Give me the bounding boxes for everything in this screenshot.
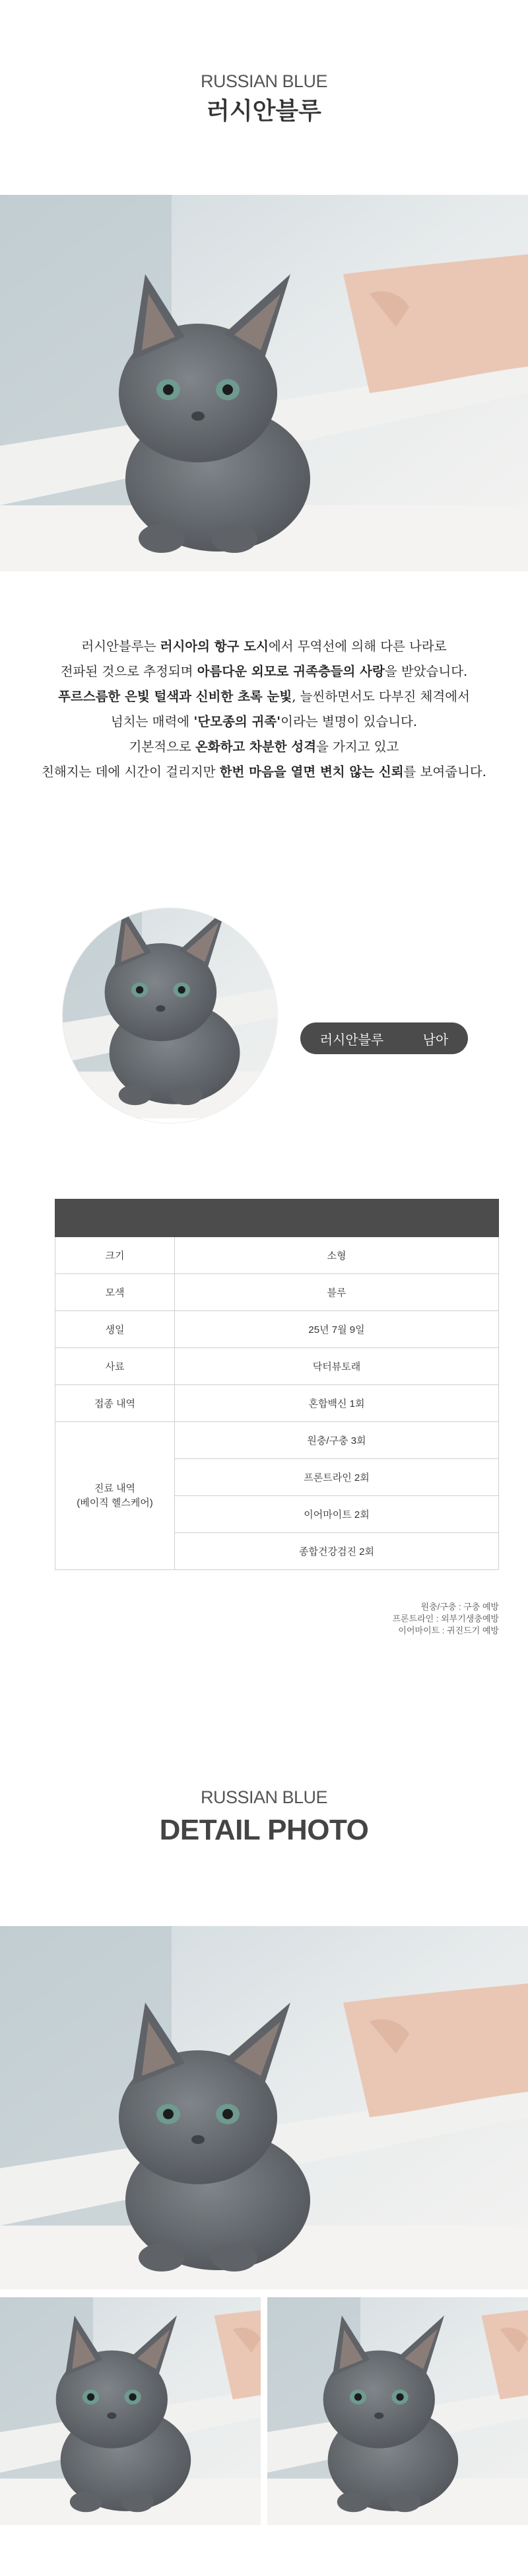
row-value: 혼합백신 1회 — [175, 1385, 499, 1422]
footnote: 이어마이트 : 귀진드기 예방 — [398, 1626, 499, 1635]
profile-badge — [300, 1022, 468, 1054]
profile-photo — [63, 908, 277, 1123]
row-value: 소형 — [175, 1237, 499, 1274]
gender-label: 남아 — [422, 1032, 449, 1048]
row-label: 생일 — [55, 1311, 175, 1348]
kitten-photo-hero — [0, 195, 528, 571]
row-value: 닥터뷰토래 — [175, 1348, 499, 1385]
table-row — [55, 1348, 499, 1385]
description-line: 친해지는 데에 시간이 걸리지만 한번 마음을 열면 변치 않는 신뢰를 보여줍니다. — [42, 764, 486, 779]
table-row — [55, 1385, 499, 1422]
breed-label: 러시안블루 — [319, 1032, 384, 1048]
kitten-photo-icon — [267, 2297, 528, 2576]
table-footnotes — [235, 1601, 499, 1637]
description-line: 전파된 것으로 추정되며 아름다운 외모로 귀족층들의 사랑을 받았습니다. — [60, 664, 468, 679]
section-eyebrow: RUSSIAN BLUE — [200, 1787, 328, 1807]
description-line: 러시안블루는 러시아의 항구 도시에서 무역선에 의해 다른 나라로 — [81, 639, 447, 654]
kitten-photo-icon — [0, 1926, 528, 2289]
row-value: 프론트라인 2회 — [175, 1459, 499, 1496]
kitten-photo-icon — [63, 908, 277, 1123]
row-value: 블루 — [175, 1274, 499, 1311]
row-value: 원충/구충 3회 — [175, 1422, 499, 1459]
breed-description — [0, 634, 528, 785]
section-title: DETAIL PHOTO — [159, 1814, 369, 1846]
section-eyebrow: RUSSIAN BLUE — [200, 71, 328, 91]
row-value: 25년 7월 9일 — [175, 1311, 499, 1348]
row-label: 크기 — [55, 1237, 175, 1274]
description-line: 기본적으로 온화하고 차분한 성격을 가지고 있고 — [129, 739, 399, 754]
row-value: 종합건강검진 2회 — [175, 1533, 499, 1570]
info-table — [55, 1199, 499, 1570]
table-row — [55, 1237, 499, 1274]
kitten-photo-icon — [0, 2297, 261, 2576]
table-row — [55, 1274, 499, 1311]
row-label: 접종 내역 — [55, 1385, 175, 1422]
detail-photo-right — [267, 2297, 528, 2576]
footnote: 원충/구충 : 구충 예방 — [420, 1602, 499, 1612]
table-header-cell — [175, 1199, 499, 1237]
row-label: 모색 — [55, 1274, 175, 1311]
row-label: 사료 — [55, 1348, 175, 1385]
row-value: 이어마이트 2회 — [175, 1496, 499, 1533]
kitten-photo-icon — [0, 195, 528, 571]
detail-photo-large — [0, 1926, 528, 2289]
table-row — [55, 1422, 499, 1459]
care-history-label: 진료 내역 (베이직 헬스케어) — [55, 1422, 175, 1570]
table-header-cell — [55, 1199, 175, 1237]
footnote: 프론트라인 : 외부기생충예방 — [392, 1614, 499, 1624]
description-line: 넘치는 매력에 '단모종의 귀족'이라는 별명이 있습니다. — [110, 714, 418, 729]
table-row — [55, 1311, 499, 1348]
description-line: 푸르스름한 은빛 털색과 신비한 초록 눈빛, 늘씬하면서도 다부진 체격에서 — [58, 689, 470, 704]
page-title: 러시안블루 — [207, 97, 321, 124]
detail-photo-left — [0, 2297, 261, 2576]
table-header-row — [55, 1199, 499, 1237]
